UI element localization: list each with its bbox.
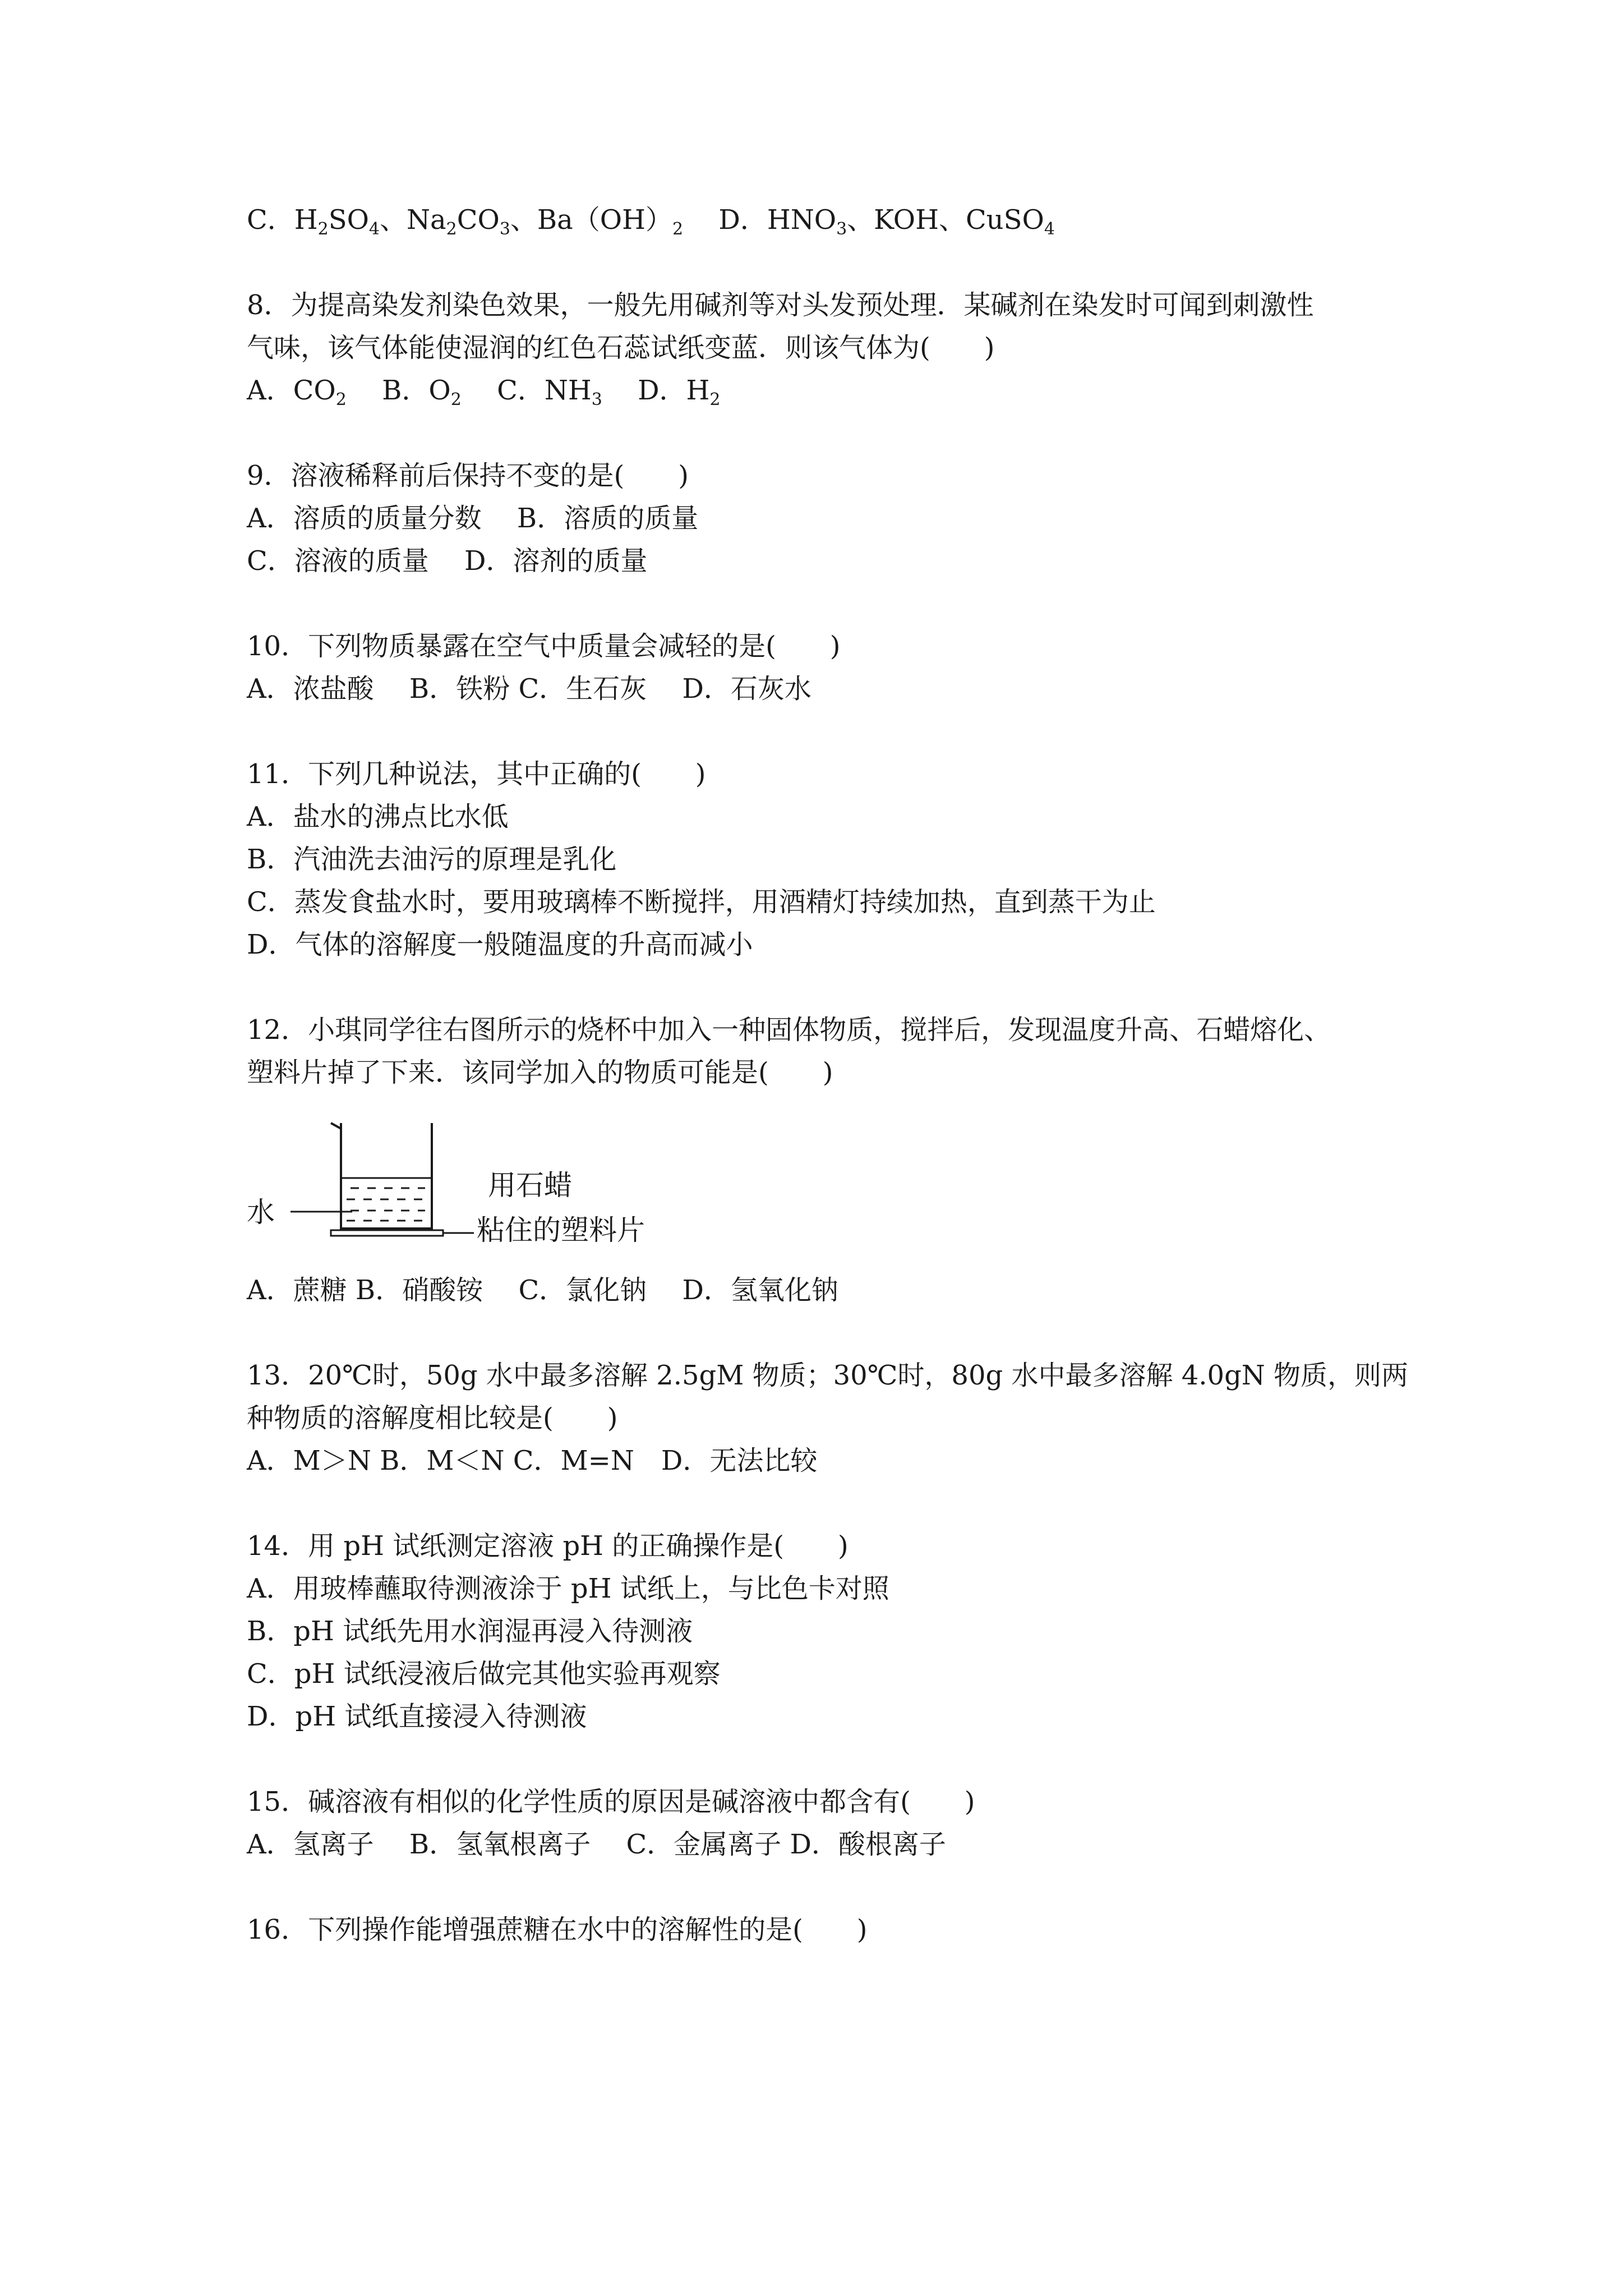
q9-options-line2: C．溶液的质量 D．溶剂的质量: [247, 545, 648, 577]
q10-stem: 10．下列物质暴露在空气中质量会减轻的是( ): [247, 631, 841, 662]
q11-stem: 11．下列几种说法，其中正确的( ): [247, 758, 706, 790]
q12-stem-line2: 塑料片掉了下来．该同学加入的物质可能是( ): [247, 1057, 833, 1088]
q8-stem-line2: 气味，该气体能使湿润的红色石蕊试纸变蓝．则该气体为( ): [247, 332, 995, 364]
q9-options-line1: A．溶质的质量分数 B．溶质的质量: [247, 503, 699, 534]
q16-stem: 16．下列操作能增强蔗糖在水中的溶解性的是( ): [247, 1914, 868, 1945]
beaker-lip: [331, 1123, 341, 1129]
q13-stem-line1: 13．20℃时，50g 水中最多溶解 2.5gM 物质；30℃时，80g 水中最多溶解 4.0gN 物质，则两: [247, 1360, 1409, 1391]
q14-stem: 14．用 pH 试纸测定溶液 pH 的正确操作是( ): [247, 1530, 849, 1562]
q11-option-c: C．蒸发食盐水时，要用玻璃棒不断搅拌，用酒精灯持续加热，直到蒸干为止: [247, 886, 1156, 918]
q14-option-c: C．pH 试纸浸液后做完其他实验再观察: [247, 1658, 721, 1690]
q8-stem-line1: 8．为提高染发剂染色效果，一般先用碱剂等对头发预处理．某碱剂在染发时可闻到刺激性: [247, 289, 1314, 321]
q8-options: A．$CO_2$ B．$O_2$ C．$NH_3$ D．$H_2$: [247, 375, 721, 409]
q15-options: A．氢离子 B．氢氧根离子 C．金属离子 D．酸根离子: [247, 1829, 946, 1860]
water-pattern: [347, 1188, 425, 1221]
q10-options: A．浓盐酸 B．铁粉 C．生石灰 D．石灰水: [247, 673, 811, 705]
wax-label-line2: 粘住的塑料片: [477, 1214, 645, 1246]
q12-options: A．蔗糖 B．硝酸铵 C．氯化钠 D．氢氧化钠: [247, 1274, 838, 1306]
q14-option-d: D．pH 试纸直接浸入待测液: [247, 1701, 587, 1732]
q13-stem-line2: 种物质的溶解度相比较是( ): [247, 1402, 618, 1434]
q11-option-a: A．盐水的沸点比水低: [247, 801, 509, 832]
beaker-diagram: [247, 1116, 673, 1262]
q13-options: A．M＞N B．M＜N C．M=N D．无法比较: [247, 1445, 818, 1476]
q14-option-b: B．pH 试纸先用水润湿再浸入待测液: [247, 1616, 693, 1647]
q14-option-a: A．用玻棒蘸取待测液涂于 pH 试纸上，与比色卡对照: [247, 1573, 889, 1604]
wax-label-line1: 用石蜡: [488, 1169, 572, 1202]
beaker-body: [341, 1123, 432, 1228]
q9-stem: 9．溶液稀释前后保持不变的是( ): [247, 460, 689, 491]
beaker-figure: [247, 1116, 673, 1262]
plastic-sheet: [331, 1230, 443, 1236]
q12-stem-line1: 12．小琪同学往右图所示的烧杯中加入一种固体物质，搅拌后，发现温度升高、石蜡熔化、: [247, 1014, 1331, 1046]
q11-option-d: D．气体的溶解度一般随温度的升高而减小: [247, 929, 753, 960]
q7-options-cd: C．$H_2SO_4$、$Na_2CO_3$、$Ba(OH)_2$ D．$HNO_3$、KOH、CuSO$_4$: [247, 204, 1055, 239]
q11-option-b: B．汽油洗去油污的原理是乳化: [247, 844, 617, 875]
water-label: 水: [247, 1196, 275, 1228]
q15-stem: 15．碱溶液有相似的化学性质的原因是碱溶液中都含有( ): [247, 1786, 975, 1818]
